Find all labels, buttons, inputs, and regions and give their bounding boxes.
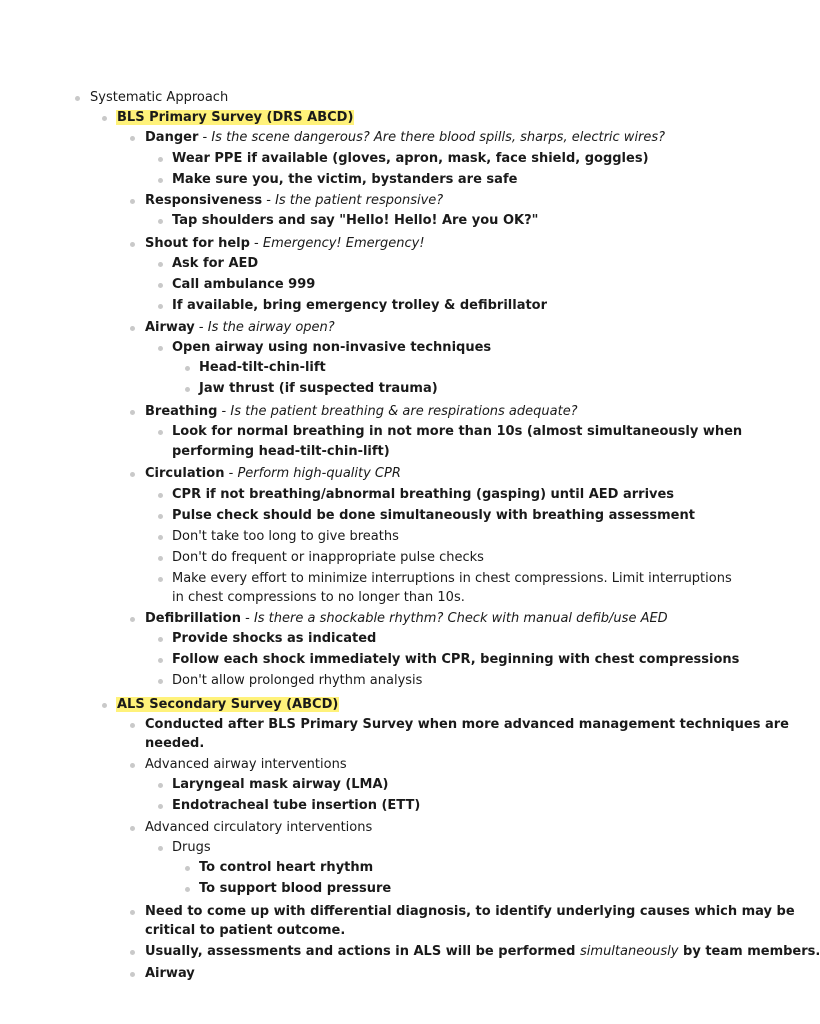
bullet-icon — [130, 763, 135, 768]
airway-question: Is the airway open? — [207, 320, 335, 335]
bullet-icon — [185, 366, 190, 371]
list-item-text: Laryngeal mask airway (LMA) — [172, 777, 389, 792]
circulation-question: Perform high-quality CPR — [237, 466, 401, 481]
shout-question: Emergency! Emergency! — [262, 236, 425, 251]
bullet-icon — [75, 96, 80, 101]
responsiveness-label: Responsiveness — [145, 193, 263, 208]
bullet-icon — [158, 219, 163, 224]
list-item-text: Don't take too long to give breaths — [172, 529, 399, 544]
list-item-text: Provide shocks as indicated — [172, 631, 377, 646]
list-item-text: Advanced airway interventions — [145, 757, 347, 772]
bullet-icon — [130, 723, 135, 728]
circulation-label: Circulation — [145, 466, 225, 481]
list-item-text: needed. — [145, 736, 205, 751]
bullet-icon — [158, 658, 163, 663]
bullet-icon — [158, 535, 163, 540]
separator: - — [240, 611, 254, 626]
bullet-icon — [130, 826, 135, 831]
bullet-icon — [158, 304, 163, 309]
list-item-text: by team members. — [678, 944, 820, 959]
als-title: ALS Secondary Survey (ABCD) — [117, 697, 339, 712]
breathing-label: Breathing — [145, 404, 218, 419]
bullet-icon — [158, 577, 163, 582]
bullet-icon — [158, 637, 163, 642]
separator: - — [262, 193, 276, 208]
responsiveness-question: Is the patient responsive? — [275, 193, 444, 208]
bullet-icon — [130, 472, 135, 477]
list-item-text: Head-tilt-chin-lift — [199, 360, 326, 375]
bullet-icon — [158, 178, 163, 183]
bullet-icon — [158, 430, 163, 435]
separator: - — [194, 320, 208, 335]
list-item-text: Make sure you, the victim, bystanders are safe — [172, 172, 518, 187]
breathing-question: Is the patient breathing & are respirations adequate? — [230, 404, 578, 419]
bullet-icon — [158, 262, 163, 267]
bullet-icon — [102, 703, 107, 708]
list-item-text: Need to come up with differential diagnosis, to identify underlying causes which may be — [145, 904, 795, 919]
bullet-icon — [130, 326, 135, 331]
list-item-text: To control heart rhythm — [199, 860, 374, 875]
separator: - — [198, 130, 212, 145]
bullet-icon — [185, 866, 190, 871]
list-item-text: Follow each shock immediately with CPR, beginning with chest compressions — [172, 652, 740, 667]
bls-title: BLS Primary Survey (DRS ABCD) — [117, 110, 354, 125]
bullet-icon — [158, 804, 163, 809]
bullet-icon — [185, 387, 190, 392]
list-item-text: Call ambulance 999 — [172, 277, 316, 292]
list-item-text: Open airway using non-invasive techniques — [172, 340, 492, 355]
bullet-icon — [130, 410, 135, 415]
list-item-text: performing head-tilt-chin-lift) — [172, 444, 390, 459]
bullet-icon — [130, 910, 135, 915]
bullet-icon — [158, 514, 163, 519]
list-item-text: Tap shoulders and say "Hello! Hello! Are you OK?" — [172, 213, 539, 228]
root-heading: Systematic Approach — [90, 90, 229, 105]
separator: - — [224, 466, 238, 481]
bullet-icon — [158, 679, 163, 684]
list-item-text: Advanced circulatory interventions — [145, 820, 373, 835]
danger-label: Danger — [145, 130, 199, 145]
list-item-text: Jaw thrust (if suspected trauma) — [199, 381, 438, 396]
list-item-text: Don't do frequent or inappropriate pulse checks — [172, 550, 484, 565]
bullet-icon — [130, 950, 135, 955]
separator: - — [249, 236, 263, 251]
bullet-icon — [158, 493, 163, 498]
bullet-icon — [158, 157, 163, 162]
list-item-text: Make every effort to minimize interruptions in chest compressions. Limit interruptions — [172, 571, 732, 586]
list-item-text: Airway — [145, 966, 195, 981]
bullet-icon — [130, 242, 135, 247]
bullet-icon — [102, 116, 107, 121]
list-item-text: Wear PPE if available (gloves, apron, mask, face shield, goggles) — [172, 151, 649, 166]
list-item-text: If available, bring emergency trolley & defibrillator — [172, 298, 548, 313]
list-item-text: To support blood pressure — [199, 881, 392, 896]
list-item-text: in chest compressions to no longer than 10s. — [172, 590, 465, 605]
list-item-text: Endotracheal tube insertion (ETT) — [172, 798, 421, 813]
list-item-text: Pulse check should be done simultaneously with breathing assessment — [172, 508, 695, 523]
bullet-icon — [130, 617, 135, 622]
list-item-text: Drugs — [172, 840, 211, 855]
list-item-text: Ask for AED — [172, 256, 259, 271]
defib-label: Defibrillation — [145, 611, 241, 626]
defib-question: Is there a shockable rhythm? Check with manual defib/use AED — [253, 611, 668, 626]
bullet-icon — [158, 346, 163, 351]
list-item-text: Usually, assessments and actions in ALS will be performed — [145, 944, 581, 959]
list-item-text: Look for normal breathing in not more than 10s (almost simultaneously when — [172, 424, 743, 439]
bullet-icon — [130, 972, 135, 977]
shout-label: Shout for help — [145, 236, 250, 251]
airway-label: Airway — [145, 320, 195, 335]
danger-question: Is the scene dangerous? Are there blood spills, sharps, electric wires? — [211, 130, 666, 145]
list-item-text: critical to patient outcome. — [145, 923, 346, 938]
bullet-icon — [158, 556, 163, 561]
bullet-icon — [185, 887, 190, 892]
bullet-icon — [158, 783, 163, 788]
list-item-text: Conducted after BLS Primary Survey when more advanced management techniques are — [145, 717, 789, 732]
bullet-icon — [130, 199, 135, 204]
list-item-text: CPR if not breathing/abnormal breathing (gasping) until AED arrives — [172, 487, 675, 502]
list-item-text: Don't allow prolonged rhythm analysis — [172, 673, 423, 688]
bullet-icon — [158, 846, 163, 851]
bullet-icon — [158, 283, 163, 288]
bullet-icon — [130, 136, 135, 141]
emphasis-text: simultaneously — [580, 944, 679, 959]
separator: - — [217, 404, 231, 419]
